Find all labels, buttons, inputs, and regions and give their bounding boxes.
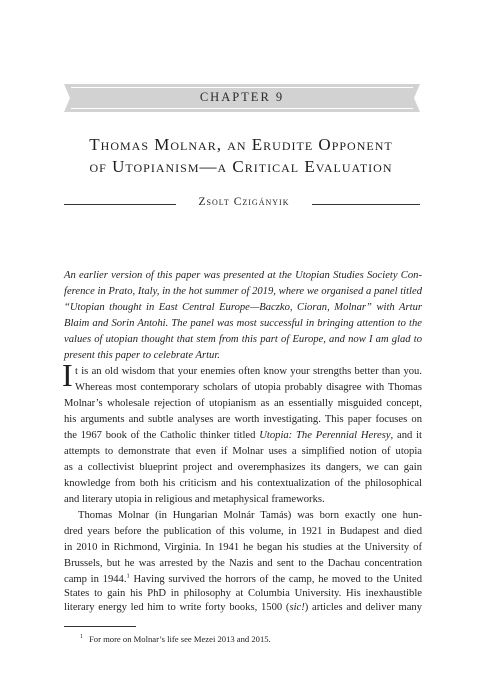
body-line: in 2010 in Richmond, Virginia. In 1941 he began his studies at the University of [64, 542, 422, 553]
chapter-banner [64, 84, 420, 112]
body-line [64, 602, 422, 614]
book-title: Utopia: The Perennial Heresy [259, 430, 391, 441]
drop-cap: I [62, 357, 73, 393]
abstract-line: present this paper to celebrate Artur. [64, 350, 220, 361]
body-line [64, 574, 422, 586]
author-rule-right [312, 204, 420, 205]
abstract-line: An earlier version of this paper was presented at the Utopian Studies Society Con- [64, 270, 422, 281]
body-line: and literary utopia in religious and metaphysical frameworks. [64, 494, 325, 505]
body-text: literary energy led him to write forty books, 1500 ( [64, 602, 290, 613]
footnote [80, 634, 271, 644]
body-line: knowledge from both his criticism and his contextualization of the philosophical [64, 478, 422, 489]
body-line: attempts to demonstrate that even if Molnar uses a simplified notion of utopia [64, 446, 422, 457]
body-text: the 1967 book of the Catholic thinker titled [64, 430, 260, 441]
body-line: Whereas most contemporary scholars of utopia probably disagree with Thomas [75, 382, 422, 393]
body-line: t is an old wisdom that your enemies often know your strengths better than you. [75, 366, 422, 377]
footnote-rule [64, 626, 136, 627]
body-line: as a collectivist blueprint project and overemphasizes its dangers, we can gain [64, 462, 422, 473]
body-text-italic: sic! [289, 602, 305, 613]
body-text: camp in 1944. [64, 574, 127, 585]
body-line: Thomas Molnar (in Hungarian Molnár Tamás) was born exactly one hun- [78, 510, 422, 521]
body-line: Brussels, but he was arrested by the Nazis and sent to the Dachau concentration [64, 558, 422, 569]
chapter-label: CHAPTER 9 [199, 90, 285, 104]
abstract-line: Blaim and Sorin Antohi. The panel was most successful in bringing attention to the [64, 318, 422, 329]
body-text: ) articles and deliver many [304, 602, 423, 613]
chapter-title-line-1: Thomas Molnar, an Erudite Opponent [89, 135, 393, 154]
author-rule-left [64, 204, 176, 205]
body-line [64, 430, 422, 442]
abstract-line: values of utopian thought that stem from this part of Europe, and now I am glad to [64, 334, 422, 345]
body-text: , and it [390, 430, 422, 441]
footnote-text: For more on Molnar’s life see Mezei 2013 and 2015. [89, 634, 271, 644]
body-line: his arguments and subtle analyses are worth investigating. This paper focuses on [64, 414, 422, 425]
author-name: Zsolt Czigányik [198, 196, 290, 208]
chapter-title-line-2: of Utopianism—a Critical Evaluation [89, 157, 393, 176]
abstract-line: “Utopian thought in East Central Europe—Baczko, Cioran, Molnar” with Artur [64, 302, 422, 313]
body-text: Having survived the horrors of the camp, he moved to the United [129, 574, 422, 585]
body-line: dred years before the publication of this volume, in 1921 in Budapest and died [64, 526, 422, 537]
footnote-reference: 1 [126, 572, 130, 580]
footnote-number: 1 [80, 634, 83, 641]
body-line: Molnar’s wholesale rejection of utopianism as an essentially misguided concept, [64, 398, 422, 409]
abstract-line: ference in Prato, Italy, in the hot summer of 2019, where we organised a panel titled [64, 286, 422, 297]
body-line: States to gain his PhD in philosophy at Columbia University. His inexhaustible [64, 588, 422, 599]
